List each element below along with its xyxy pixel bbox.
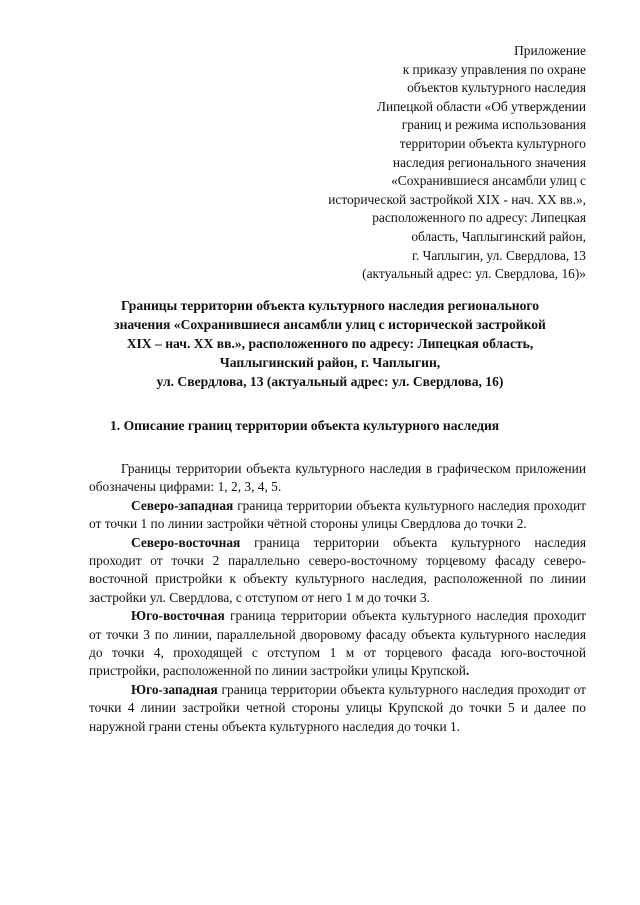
appendix-line: территории объекта культурного [399,135,586,151]
northeast-text: граница территории объекта культурного наследия проходит от точки 2 параллельно северо-восточному торцевому фасаду северо-восточной пристройки к объекту культурного наследия, расположенной по линии застройки ул. Свердлова, с отступом от него 1 м до точки 3. [89,534,586,605]
appendix-line: область, Чаплыгинский район, [411,228,586,244]
northwest-text: граница территории объекта культурного наследия проходит от точки 1 по линии застройки чётной стороны улицы Свердлова до точки 2. [89,497,586,532]
section-body [89,460,586,736]
appendix-line: расположенного по адресу: Липецкая [372,210,586,226]
paragraph-southeast [89,607,586,681]
paragraph-northeast [89,534,586,608]
appendix-line: (актуальный адрес: ул. Свердлова, 16)» [362,266,586,282]
appendix-line: объектов культурного наследия [407,80,586,96]
appendix-line: «Сохранившиеся ансамбли улиц с [391,173,586,189]
appendix-line: Приложение [514,43,586,58]
paragraph-intro: Границы территории объекта культурного наследия в графическом приложении обозначены цифрами: 1, 2, 3, 4, 5. [89,461,586,495]
title-line: Чаплыгинский район, г. Чаплыгин, [219,355,441,370]
southeast-text: граница территории объекта культурного наследия проходит от точки 3 по линии, параллельной дворовому фасаду объекта культурного наследия до точки 4, проходящей с отступом 1 м от торцевого фасада юго-восточной пристройки, расположенной по линии застройки улицы Крупской [89,608,586,679]
paragraph-southwest [89,681,586,736]
title-line: значения «Сохранившиеся ансамбли улиц с исторической застройкой [114,317,546,332]
southeast-end: . [465,663,470,679]
northwest-label: Северо-западная [131,497,234,513]
paragraph-northwest [89,497,586,534]
title-line: ул. Свердлова, 13 (актуальный адрес: ул. Свердлова, 16) [156,374,504,389]
appendix-header [246,42,586,284]
appendix-line: к приказу управления по охране [402,61,586,77]
appendix-line: наследия регионального значения [392,154,586,170]
northeast-label: Северо-восточная [131,534,241,550]
appendix-line: Липецкой области «Об утверждении [376,98,586,114]
southwest-text: граница территории объекта культурного наследия проходит от точки 4 линии застройки четной стороны улицы Крупской до точки 5 и далее по наружной грани стены объекта культурного наследия до точки 1. [89,681,586,734]
document-title [80,296,580,391]
appendix-line: границ и режима использования [401,117,586,133]
appendix-line: исторической застройкой XIX - нач. XX вв.», [328,191,586,207]
southwest-label: Юго-западная [131,681,218,697]
section-heading: 1. Описание границ территории объекта культурного наследия [110,418,500,433]
southeast-label: Юго-восточная [131,608,225,624]
title-line: Границы территории объекта культурного наследия регионального [120,298,540,313]
title-line: XIX – нач. XX вв.», расположенного по адресу: Липецкая область, [126,336,534,351]
appendix-line: г. Чаплыгин, ул. Свердлова, 13 [412,247,586,263]
